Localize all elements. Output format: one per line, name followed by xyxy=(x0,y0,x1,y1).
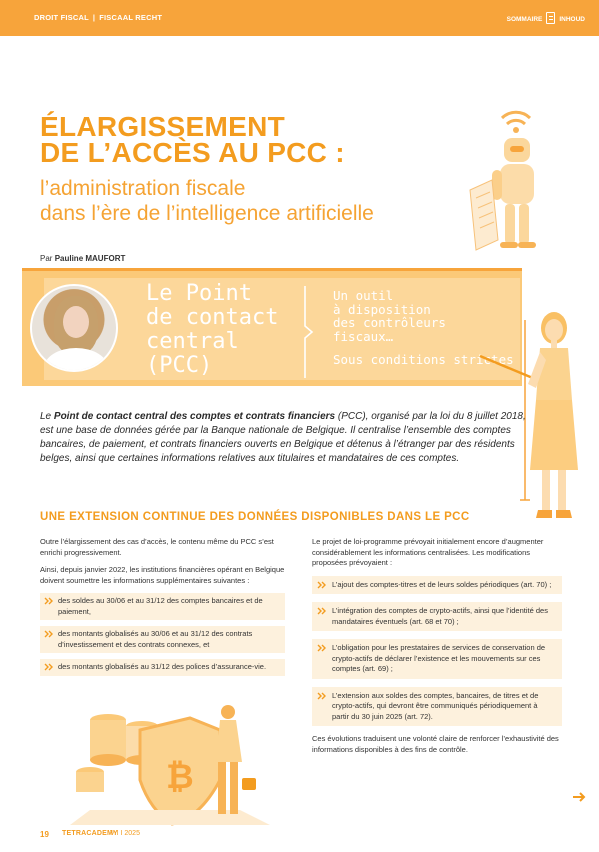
left-para-1: Outre l’élargissement des cas d’accès, le contenu même du PCC s’est enrichi progressivement. xyxy=(40,537,274,557)
list-item: L’extension aux soldes des comptes, bancaires, de titres et de crypto-actifs, qui devront être communiqués périodiquement à partir du 30 juin 2025 (art. 72). xyxy=(312,687,562,727)
breadcrumb xyxy=(34,13,162,22)
left-para-2: Ainsi, depuis janvier 2022, les institutions financières opérant en Belgique doivent soumettre les informations supplémentaires suivantes : xyxy=(40,565,285,585)
section-heading: UNE EXTENSION CONTINUE DES DONNÉES DISPONIBLES DANS LE PCC xyxy=(40,511,470,523)
list-item: L’obligation pour les prestataires de services de conservation de crypto-actifs de déclarer l’existence et les mouvements sur ces comptes (art. 69) ; xyxy=(312,639,562,679)
right-closing: Ces évolutions traduisent une volonté claire de renforcer l’exhaustivité des informations disponibles à des fins de contrôle. xyxy=(312,734,559,754)
summary-label: SOMMAIRE xyxy=(506,15,543,23)
svg-text:₿: ₿ xyxy=(166,758,194,796)
title-line-1: ÉLARGISSEMENT xyxy=(40,111,286,142)
pcc-title-line-3: central xyxy=(146,329,239,354)
byline xyxy=(40,254,125,263)
double-chevron-right-icon xyxy=(317,643,327,653)
coins-shield-illustration-icon xyxy=(70,700,290,830)
pcc-conditions: Sous conditions strictes xyxy=(333,352,514,367)
subtitle-line-1: l’administration fiscale xyxy=(40,177,246,200)
intro-paragraph: Le Point de contact central des comptes et contrats financiers (PCC), organisé par la loi du 8 juillet 2018, est une base de données gérée par la Banque nationale de Belgique. Il centralise l’ensemble des comptes bancaires, de paiement, et contrats financiers ouverts en Belgique et détenus à l’étranger par des résidents belges, ainsi que certaines informations relatives aux titulaires et mandataires de ces comptes. xyxy=(40,411,526,464)
list-item: L’ajout des comptes-titres et de leurs soldes périodiques (art. 70) ; xyxy=(312,576,562,595)
pcc-side-line-3: des contrôleurs xyxy=(333,315,446,330)
pcc-title-line-4: (PCC) xyxy=(146,353,213,378)
left-list xyxy=(40,593,285,676)
intro-bold-term: Point de contact central des comptes et contrats financiers xyxy=(53,411,336,422)
pcc-title-line-2: de contact xyxy=(146,305,279,330)
double-chevron-right-icon xyxy=(44,662,54,672)
pcc-side-line-1: Un outil xyxy=(333,288,394,303)
double-chevron-right-icon xyxy=(44,596,54,606)
issue-label: V I I 2025 xyxy=(110,830,140,837)
page-number: 19 xyxy=(40,830,49,839)
list-item: des montants globalisés au 30/06 et au 31/12 des contrats d’investissement et des contrats connexes, et xyxy=(40,626,285,653)
right-para-1: Le projet de loi-programme prévoyait initialement encore d’augmenter considérablement les informations centralisées. Les modifications proposées prévoyaient : xyxy=(312,537,544,567)
breadcrumb-separator: | xyxy=(92,13,96,22)
document-icon xyxy=(546,12,555,24)
pcc-banner-title xyxy=(146,282,278,378)
summary-label-nl: INHOUD xyxy=(559,15,585,23)
byline-prefix: Par xyxy=(40,254,53,263)
right-column xyxy=(312,537,562,762)
pcc-title-line-1: Le Point xyxy=(146,281,252,306)
left-column xyxy=(40,537,285,682)
list-item: L’intégration des comptes de crypto-actifs, ainsi que l’identité des mandataires éventuels (art. 68 et 70) ; xyxy=(312,602,562,631)
double-chevron-right-icon xyxy=(44,629,54,639)
double-chevron-right-icon xyxy=(317,691,327,701)
author-avatar xyxy=(30,284,118,372)
right-list xyxy=(312,576,562,727)
section-label-nl[interactable]: FISCAAL RECHT xyxy=(99,13,163,22)
article-title xyxy=(40,111,345,168)
pcc-side-line-4: fiscaux… xyxy=(333,328,394,344)
double-chevron-right-icon xyxy=(317,580,327,590)
list-item: des montants globalisés au 31/12 des polices d’assurance-vie. xyxy=(40,659,285,676)
brand-logo: TETRACADEMY xyxy=(62,830,118,837)
section-label-fr[interactable]: DROIT FISCAL xyxy=(34,13,89,22)
top-bar xyxy=(0,0,599,36)
double-chevron-right-icon xyxy=(317,606,327,616)
summary-link[interactable] xyxy=(507,13,585,25)
subtitle-line-2: dans l’ère de l’intelligence artificielle xyxy=(40,202,374,225)
arrow-right-icon[interactable] xyxy=(572,792,586,802)
brace-divider-icon xyxy=(302,284,316,380)
list-item: des soldes au 30/06 et au 31/12 des comptes bancaires et de paiement, xyxy=(40,593,285,620)
robot-illustration-icon xyxy=(430,100,550,260)
author-name: Pauline MAUFORT xyxy=(54,254,126,263)
title-line-2: DE L’ACCÈS AU PCC : xyxy=(40,137,345,168)
article-subtitle xyxy=(40,176,374,226)
pcc-side-line-2: à disposition xyxy=(333,301,431,317)
